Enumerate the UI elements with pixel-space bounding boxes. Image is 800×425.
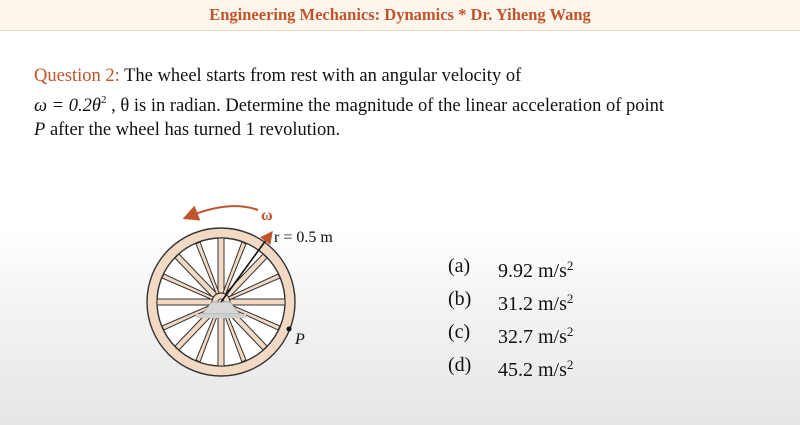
omega-exponent: 2	[101, 94, 107, 106]
point-letter: P	[34, 120, 46, 140]
wheel-figure	[140, 198, 370, 388]
answer-option-b	[448, 285, 573, 318]
header-title: Engineering Mechanics: Dynamics * Dr. Yiheng Wang	[209, 5, 591, 24]
answer-value: 45.2 $m/s^2$	[498, 357, 574, 381]
radius-label: r = 0.5 m	[274, 229, 333, 246]
slide-header	[0, 0, 800, 31]
question-line-1	[34, 64, 774, 88]
answer-list	[448, 252, 573, 384]
question-line-3	[34, 118, 774, 142]
answer-option-c	[448, 318, 573, 351]
point-p-marker	[287, 327, 292, 332]
answer-letter: (c)	[448, 321, 471, 343]
answer-value: 32.7 $m/s^2$	[498, 324, 574, 348]
question-line2-text: , θ is in radian. Determine the magnitude of the linear acceleration of point	[106, 96, 665, 116]
point-p-label: P	[295, 331, 305, 348]
answer-letter: (a)	[448, 255, 471, 277]
answer-value: 9.92 $m/s^2$	[498, 258, 574, 282]
question-line-2	[34, 88, 774, 118]
question-line1-text: The wheel starts from rest with an angular velocity of	[119, 66, 522, 86]
answer-option-d	[448, 351, 573, 384]
answer-letter: (d)	[448, 354, 472, 376]
answer-letter: (b)	[448, 288, 472, 310]
omega-expression: ω = 0.2θ	[34, 96, 102, 116]
question-text	[34, 64, 774, 142]
rotation-arrow-icon	[190, 206, 258, 216]
answer-option-a	[448, 252, 573, 285]
answer-value: 31.2 $m/s^2$	[498, 291, 574, 315]
omega-label: ω	[261, 207, 273, 224]
question-label: Question 2:	[34, 66, 120, 86]
question-line3-text: after the wheel has turned 1 revolution.	[45, 120, 341, 140]
